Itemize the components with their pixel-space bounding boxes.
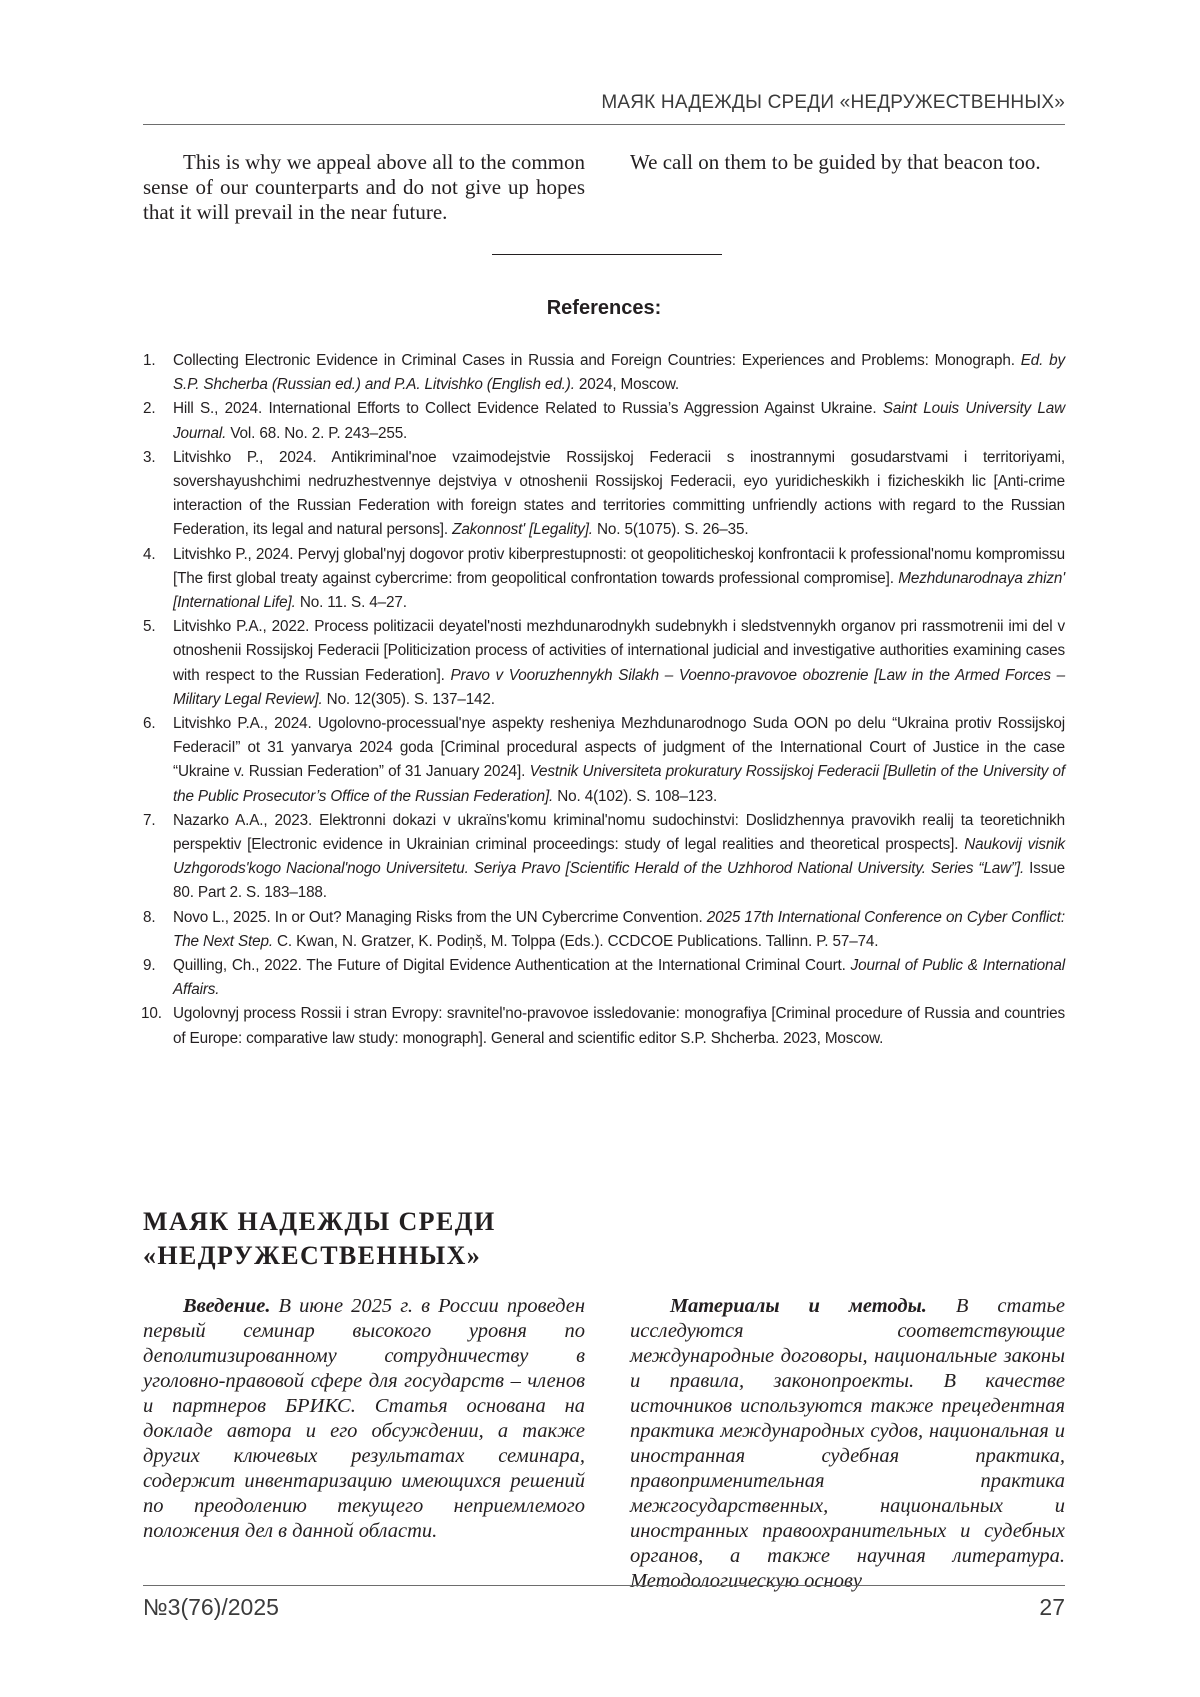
ru-right-lead: Материалы и методы. <box>670 1295 927 1317</box>
reference-item: 7. Nazarko A.A., 2023. Elektronni dokazi v ukraïns'komu kriminal'nomu sudochinstvi: Doslidzhennya pravovikh realij ta teoretichnikh perspektiv [Electronic evidence in Ukrainian criminal proceedings: study of legal realities and theoretical prospects]. Naukovij visnik Uzhgorods'kogo Nacional'nogo Universitetu. Seriya Pravo [Scientific Herald of the Uzhhorod National University. Series “Law”]. Issue 80. Part 2. S. 183–188. <box>143 809 1065 906</box>
section-title-line: «НЕДРУЖЕСТВЕННЫХ» <box>143 1241 482 1270</box>
references-title: References: <box>546 297 662 319</box>
reference-item: 9. Quilling, Ch., 2022. The Future of Digital Evidence Authentication at the International Criminal Court. Journal of Public & International Affairs. <box>143 954 1065 1002</box>
reference-number: 6. <box>143 715 156 733</box>
reference-number: 1. <box>143 352 156 369</box>
reference-number: 7. <box>143 811 156 829</box>
references-list <box>143 349 1065 1051</box>
reference-item: 8. Novo L., 2025. In or Out? Managing Risks from the UN Cybercrime Convention. 2025 17th International Conference on Cyber Conflict: The Next Step. C. Kwan, N. Gratzer, K. Podiņš, M. Tolppa (Eds.). CCDCOE Publications. Tallinn. P. 57–74. <box>143 906 1065 954</box>
header-rule <box>143 124 1065 125</box>
reference-item: 4. Litvishko P., 2024. Pervyj global'nyj dogovor protiv kiberprestupnosti: ot geopoliticheskoj konfrontacii k professional'nomu kompromissu [The first global treaty against cybercrime: from geopolitical confrontation towards professional compromise]. Mezhdunarodnaya zhizn' [International Life]. No. 11. S. 4–27. <box>143 543 1065 616</box>
ru-left-lead: Введение. <box>183 1295 271 1317</box>
reference-item: 5. Litvishko P.A., 2022. Process politizacii deyatel'nosti mezhdunarodnykh sudebnykh i sledstvennykh organov pri rassmotrenii imi del v otnoshenii Rossijskoj Federacii [Politicization process of activities of international judicial and investigative authorities examining cases with respect to the Russian Federation]. Pravo v Vooruzhennykh Silakh – Voenno-pravovoe obozrenie [Law in the Armed Forces – Military Legal Review]. No. 12(305). S. 137–142. <box>143 615 1065 712</box>
reference-number: 3. <box>143 448 156 466</box>
footer-rule <box>143 1585 1065 1586</box>
reference-number: 5. <box>143 618 156 636</box>
intro-left-paragraph: This is why we appeal above all to the common sense of our counterparts and do not give up hopes that it will prevail in the near future. <box>143 150 585 224</box>
section-separator <box>492 254 722 255</box>
ru-right-text: В статье исследуются соответствующие международные договоры, национальные законы и правила, законопроекты. В качестве источников используются также прецедентная практика международных судов, национальная и иностранная судебная практика, правоприменительная практика межгосударственных, национальных и иностранных правоохранительных и судебных органов, а также научная литература. Методологическую основу <box>630 1295 1065 1592</box>
reference-number: 8. <box>143 908 156 926</box>
reference-number: 4. <box>143 545 156 563</box>
ru-left-text: В июне 2025 г. в России проведен первый семинар высокого уровня по деполитизированному сотрудничеству в уголовно-правовой сфере для государств – членов и партнеров БРИКС. Статья основана на докладе автора и его обсуждении, а также других ключевых результатах семинара, содержит инвентаризацию имеющихся решений по преодолению текущего неприемлемого положения дел в данной области. <box>143 1295 585 1542</box>
reference-number: 9. <box>143 957 156 975</box>
reference-item: 6. Litvishko P.A., 2024. Ugolovno-processual'nye aspekty resheniya Mezhdunarodnogo Suda OON po delu “Ukraina protiv Rossijskoj FederaciI” ot 31 yanvarya 2024 goda [Criminal procedural aspects of judgment of the International Court of Justice in the case “Ukraine v. Russian Federation” of 31 January 2024]. Vestnik Universiteta prokuratury Rossijskoj Federacii [Bulletin of the University of the Public Prosecutor’s Office of the Russian Federation]. No. 4(102). S. 108–123. <box>143 712 1065 809</box>
page-number: 27 <box>1039 1594 1065 1620</box>
reference-number: 2. <box>143 400 156 418</box>
reference-number: 10. <box>141 1005 162 1023</box>
section-title-line: МАЯК НАДЕЖДЫ СРЕДИ <box>143 1207 496 1236</box>
reference-item: 1. Collecting Electronic Evidence in Criminal Cases in Russia and Foreign Countries: Experiences and Problems: Monograph. Ed. by S.P. Shcherba (Russian ed.) and P.A. Litvishko (English ed.). 2024, Moscow. <box>143 349 1065 397</box>
reference-item: 2. Hill S., 2024. International Efforts to Collect Evidence Related to Russia’s Aggression Against Ukraine. Saint Louis University Law Journal. Vol. 68. No. 2. P. 243–255. <box>143 397 1065 445</box>
reference-item: 10. Ugolovnyj process Rossii i stran Evropy: sravnitel'no-pravovoe issledovanie: monografiya [Criminal procedure of Russia and countries of Europe: comparative law study: monograph]. General and scientific editor S.P. Shcherba. 2023, Moscow. <box>143 1002 1065 1050</box>
intro-right-paragraph: We call on them to be guided by that beacon too. <box>630 150 1041 174</box>
section-title-ru <box>143 1205 743 1273</box>
reference-item: 3. Litvishko P., 2024. Antikriminal'noe vzaimodejstvie Rossijskoj Federacii s inostrannymi gosudarstvami i territoriyami, sovershayushchimi nedruzhestvennye dejstviya v otnoshenii Rossijskoj Federacii, eyo yuridicheskikh i fizicheskikh lic [Anti-crime interaction of the Russian Federation with foreign states and territories committing unfriendly actions with regard to the Russian Federation, its legal and natural persons]. Zakonnost' [Legality]. No. 5(1075). S. 26–35. <box>143 446 1065 543</box>
ru-left-paragraph <box>143 1294 585 1544</box>
running-header: МАЯК НАДЕЖДЫ СРЕДИ «НЕДРУЖЕСТВЕННЫХ» <box>601 92 1065 113</box>
ru-right-paragraph <box>630 1294 1065 1594</box>
issue-number: №3(76)/2025 <box>143 1594 279 1620</box>
